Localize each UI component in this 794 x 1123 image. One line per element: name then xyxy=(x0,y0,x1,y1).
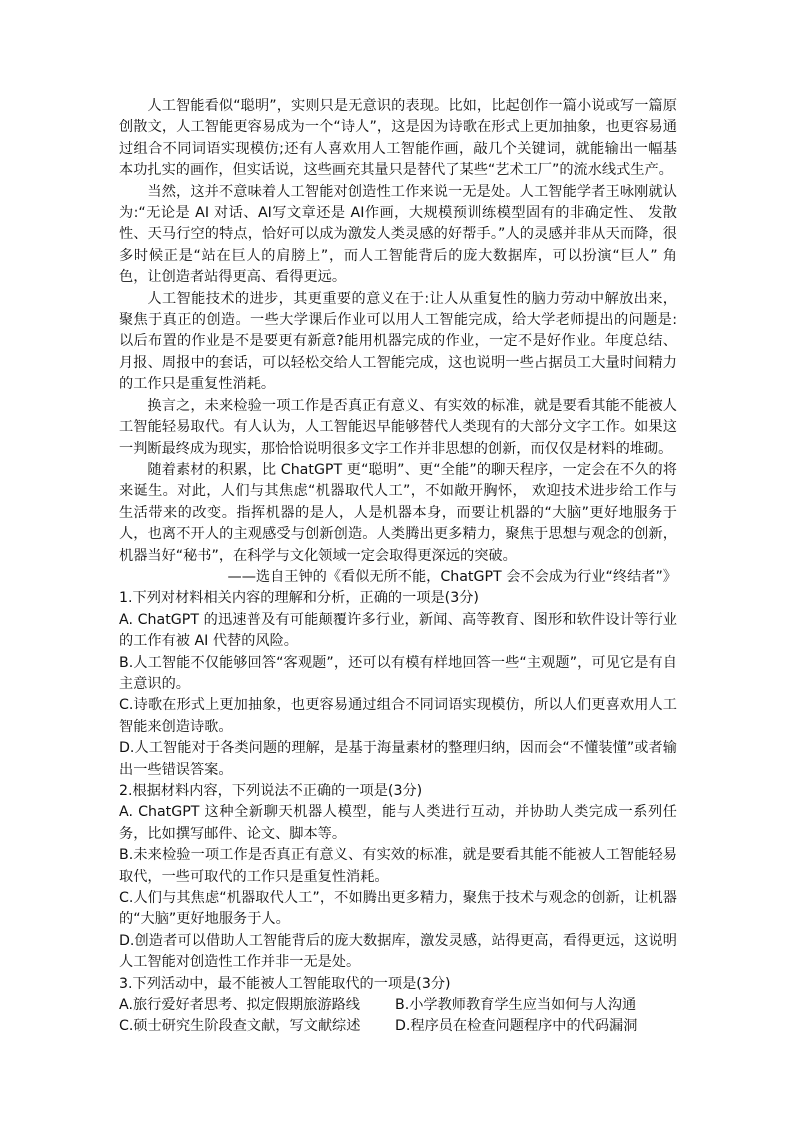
question-3-option-c: C.硕士研究生阶段查文献，写文献综述 xyxy=(119,1018,361,1035)
question-2-option-d: D.创造者可以借助人工智能背后的庞大数据库，激发灵感，站得更高，看得更远，这说明人工智能对创造性工作并非一无是处。 xyxy=(119,932,677,971)
question-3-option-d: D.程序员在检查问题程序中的代码漏洞 xyxy=(395,1018,638,1035)
article-paragraph-2: 当然，这并不意味着人工智能对创造性工作来说一无是处。人工智能学者王咏刚就认为:“无论是 AI 对话、AI写文章还是 AI作画，大规模预训练模型固有的非确定性、 发散性、天马行空的特点，恰好可以成为激发人类灵感的好帮手。”人的灵感并非从天而降，很多时候正是“站在巨人的肩膀上”，而人工智能背后的庞大数据库，可以扮演“巨人” 角色，让创造者站得更高、看得更远。 xyxy=(119,183,677,286)
question-2-option-b: B.未来检验一项工作是否真正有意义、有实效的标准，就是要看其能不能被人工智能轻易取代，一些可取代的工作只是重复性消耗。 xyxy=(119,847,677,885)
question-2 xyxy=(119,781,677,974)
question-1-option-c: C.诗歌在形式上更加抽象，也更容易通过组合不同词语实现模仿，所以人们更喜欢用人工智能来创造诗歌。 xyxy=(119,697,677,735)
question-1-option-a: A. ChatGPT 的迅速普及有可能颠覆许多行业，新闻、高等教育、图形和软件设计等行业的工作有被 AI 代替的风险。 xyxy=(119,611,677,650)
question-2-stem: 2.根据材料内容，下列说法不正确的一项是(3分) xyxy=(119,783,423,799)
article-paragraph-5: 随着素材的积累，比 ChatGPT 更“聪明”、更“全能”的聊天程序，一定会在不久的将来诞生。对此，人们与其焦虑“机器取代人工”，不如敞开胸怀， 欢迎技术进步给工作与生活带来的改变。指挥机器的是人，人是机器本身，而要让机器的“大脑”更好地服务于人，也离不开人的主观感受与创新创造。人类腾出更多精力，聚焦于思想与观念的创新，机器当好“秘书”，在科学与文化领域一定会取得更深远的突破。 xyxy=(119,461,677,564)
question-3-option-a: A.旅行爱好者思考、拟定假期旅游路线 xyxy=(119,997,360,1014)
article-source: ——选自王钟的《看似无所不能，ChatGPT 会不会成为行业“终结者”》 xyxy=(227,568,677,585)
question-3-options-row-1 xyxy=(119,995,677,1016)
question-2-option-c: C.人们与其焦虑“机器取代人工”，不如腾出更多精力，聚焦于技术与观念的创新，让机器的“大脑”更好地服务于人。 xyxy=(119,890,677,928)
question-3-stem: 3.下列活动中，最不能被人工智能取代的一项是(3分) xyxy=(119,975,451,992)
question-1-option-d: D.人工智能对于各类问题的理解，是基于海量素材的整理归纳，因而会“不懂装懂”或者输出一些错误答案。 xyxy=(119,740,677,778)
question-3-option-b: B.小学教师教育学生应当如何与人沟通 xyxy=(395,997,637,1014)
article-paragraph-1: 人工智能看似“聪明”，实则只是无意识的表现。比如，比起创作一篇小说或写一篇原创散文，人工智能更容易成为一个“诗人”，这是因为诗歌在形式上更加抽象，也更容易通过组合不同词语实现模仿;还有人喜欢用人工智能作画，敲几个关键词，就能输出一幅基本功扎实的画作，但实话说，这些画充其量只是替代了某些“艺术工厂”的流水线式生产。 xyxy=(119,98,677,179)
article-paragraph-4: 换言之，未来检验一项工作是否真正有意义、有实效的标准，就是要看其能不能被人工智能轻易取代。有人认为，人工智能迟早能够替代人类现有的大部分文字工作。如果这一判断最终成为现实，那恰恰说明很多文字工作并非思想的创新，而仅仅是材料的堆砌。 xyxy=(119,397,677,457)
question-3-options-row-2 xyxy=(119,1016,677,1037)
question-1-stem: 1.下列对材料相关内容的理解和分析，正确的一项是(3分) xyxy=(119,590,479,607)
question-2-option-a: A. ChatGPT 这种全新聊天机器人模型，能与人类进行互动，并协助人类完成一系列任务，比如撰写邮件、论文、脚本等。 xyxy=(119,804,677,842)
article-paragraph-3: 人工智能技术的进步，其更重要的意义在于:让人从重复性的脑力劳动中解放出来，聚焦于真正的创造。一些大学课后作业可以用人工智能完成，给大学老师提出的问题是:以后布置的作业是不是要更有新意?能用机器完成的作业，一定不是好作业。年度总结、月报、周报中的套话，可以轻松交给人工智能完成，这也说明一些占据员工大量时间精力的工作只是重复性消耗。 xyxy=(119,290,677,393)
document-body xyxy=(119,96,677,1038)
question-3 xyxy=(119,974,677,1038)
question-1 xyxy=(119,588,677,781)
question-1-option-b: B.人工智能不仅能够回答“客观题”，还可以有模有样地回答一些“主观题”，可见它是有自主意识的。 xyxy=(119,654,677,692)
